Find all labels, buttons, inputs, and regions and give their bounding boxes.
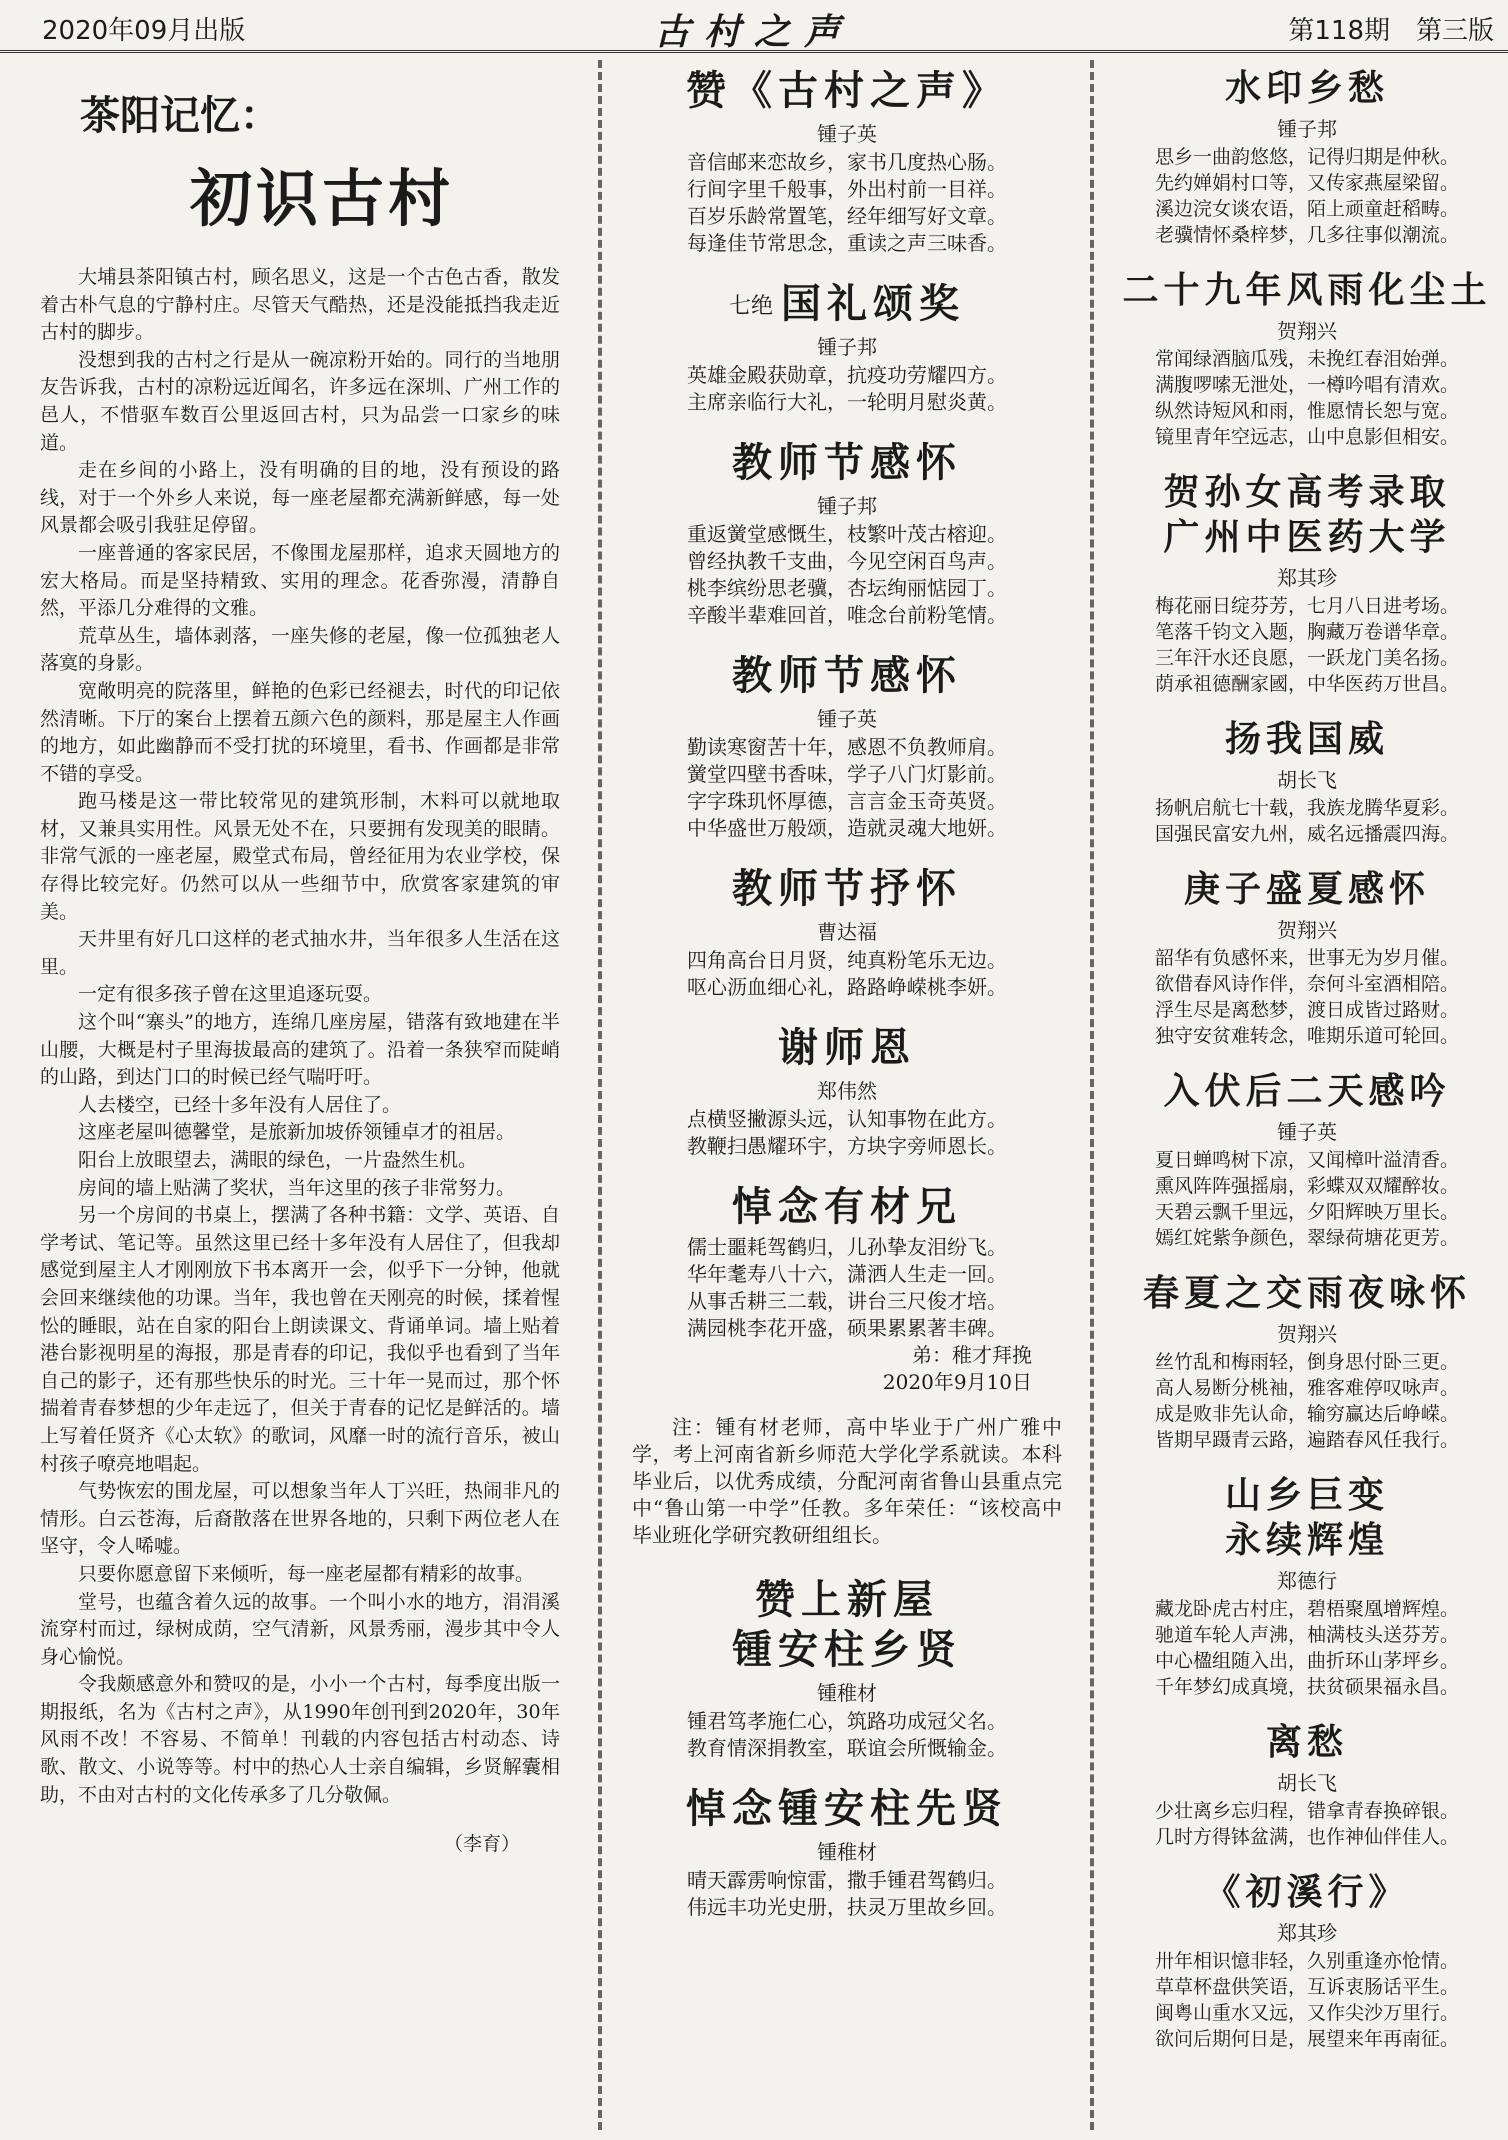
poem-line: 从事舌耕三二载，讲台三尺俊才培。 [687,1289,1007,1313]
article-paragraph: 没想到我的古村之行是从一碗凉粉开始的。同行的当地朋友告诉我，古村的凉粉远近闻名，许多远在深圳、广州工作的邑人，不惜驱车数百公里返回古村，只为品尝一口家乡的味道。 [40,348,560,454]
poem [1122,1870,1492,2052]
article-paragraph: 一座普通的客家民居，不像围龙屋那样，追求天圆地方的宏大格局。而是坚持精致、实用的理念。花香弥漫，清静自然，平添几分难得的文雅。 [40,541,560,620]
poem-line: 勤读寒窗苦十年，感恩不负教师肩。 [687,735,1007,759]
poem-line: 纵然诗短风和雨，惟愿情长恕与宽。 [1154,400,1459,422]
poem-line: 笔落千钧文入题，胸藏万卷谱华章。 [1154,621,1459,643]
poem-line: 思乡一曲韵悠悠，记得归期是仲秋。 [1154,146,1459,168]
poem-author: 锺子英 [817,707,877,731]
poem-title-text: 教师节抒怀 [732,865,962,912]
poem-line: 老骥情怀桑梓梦，几多往事似潮流。 [1154,224,1459,246]
poem-line: 少壮离乡忘归程，错拿青春换碎银。 [1154,1800,1459,1822]
poem-title-text: 庚子盛夏感怀 [1183,868,1430,910]
article-paragraph: 这座老屋叫德馨堂，是旅新加坡侨领锺卓才的祖居。 [78,1121,516,1144]
poem-author: 郑德行 [1277,1569,1337,1593]
poem-title-text: 水印乡愁 [1224,67,1389,109]
poem-line: 皆期早蹑青云路，遍踏春风任我行。 [1154,1429,1459,1451]
poem-title [632,1182,1062,1232]
poem-title-line: 永续辉煌 [1224,1519,1389,1561]
poem-column-middle [632,66,1062,1943]
article-paragraph: 令我颇感意外和赞叹的是，小小一个古村，每季度出版一期报纸，名为《古村之声》，从1990年创刊到2020年，30年风雨不改！不容易、不简单！刊载的内容包括古村动态、诗歌、散文、小说等等。村中的热心人士亲自编辑，乡贤解囊相助，不由对古村的文化传承多了几分敬佩。 [40,1673,560,1806]
poem-line: 行间字里千般事，外出村前一目祥。 [687,177,1007,201]
article-paragraph: 荒草丛生，墙体剥落，一座失修的老屋，像一位孤独老人落寞的身影。 [40,624,560,675]
poem-author: 锺子邦 [817,335,877,359]
poem-line: 先约婵娟村口等，又传家燕屋梁留。 [1154,172,1459,194]
poem-title-text: 谢师恩 [778,1024,916,1071]
article-kicker: 茶阳记忆： [80,93,280,139]
poem-title-text: 二十九年风雨化尘土 [1122,269,1492,311]
poem [632,438,1062,629]
article-author: （李育） [443,1833,520,1856]
poem [632,864,1062,1001]
poem-line: 教鞭扫愚耀环宇，方块字旁师恩长。 [687,1134,1007,1158]
article-column [40,66,560,1856]
poem-line: 成是败非先认命，输穷赢达后峥嵘。 [1154,1403,1459,1425]
poem-line: 伟远丰功光史册，扶灵万里故乡回。 [687,1895,1007,1919]
poem-author: 锺子英 [817,122,877,146]
poem-title [1122,1720,1492,1765]
poem-line: 儒士噩耗驾鹤归，儿孙挚友泪纷飞。 [687,1235,1007,1259]
poem-author: 锺子英 [1277,1120,1337,1144]
poem-title [1122,470,1492,560]
article-paragraph: 堂号，也蕴含着久远的故事。一个叫小水的地方，涓涓溪流穿村而过，绿树成荫，空气清新，风景秀丽，漫步其中令人身心愉悦。 [40,1590,560,1668]
poem-line: 四角高台日月贤，纯真粉笔乐无边。 [687,948,1007,972]
poem-signature: 2020年9月10日 [882,1370,1032,1394]
poem-title-text: 赞《古村之声》 [686,67,1008,114]
poem [632,279,1062,416]
poem-line: 中华盛世万般颂，造就灵魂大地妍。 [687,816,1007,840]
poem-title [1122,1473,1492,1563]
poem-title-text: 教师节感怀 [732,652,962,699]
poem-line: 丝竹乱和梅雨轻，倒身思付卧三更。 [1154,1351,1459,1373]
poem-line: 晴天霹雳响惊雷，撒手锺君驾鹤归。 [687,1868,1007,1892]
column-divider [1090,60,1094,2130]
poem-title [632,1575,1062,1675]
poem-author: 胡长飞 [1277,768,1337,792]
poem-title-text: 扬我国威 [1224,718,1389,760]
poem-line: 国强民富安九州，威名远播震四海。 [1154,823,1459,845]
article-title: 初识古村 [190,162,455,235]
poem-author: 贺翔兴 [1277,319,1337,343]
poem [1122,1271,1492,1453]
poem-title [1122,66,1492,111]
poem-author: 曹达福 [817,920,877,944]
poem-title [1122,717,1492,762]
poem-line: 溪边浣女谈农语，陌上顽童赶稻畴。 [1154,198,1459,220]
poem [632,1023,1062,1160]
poem-line: 夏日蝉鸣树下凉，又闻樟叶溢清香。 [1154,1149,1459,1171]
poem-author: 贺翔兴 [1277,918,1337,942]
poem-signature: 弟：稚才拜挽 [912,1343,1032,1367]
poem-title [632,1784,1062,1834]
poem-title-text: 《初溪行》 [1204,1871,1410,1913]
poem-line: 常闻绿酒脑瓜残，未挽红春泪始弹。 [1154,348,1459,370]
poem-author: 锺稚材 [817,1840,877,1864]
poem-line: 教育情深捐教室，联谊会所慨输金。 [687,1736,1007,1760]
poem-line: 满腹啰嗦无泄处，一樽吟唱有清欢。 [1154,374,1459,396]
poem-line: 满园桃李花开盛，硕果累累著丰碑。 [687,1316,1007,1340]
poem-title-text: 悼念有材兄 [732,1183,962,1230]
article-paragraph: 跑马楼是这一带比较常见的建筑形制，木料可以就地取材，又兼具实用性。风景无处不在，只要拥有发现美的眼睛。非常气派的一座老屋，殿堂式布局，曾经征用为农业学校，保存得比较完好。仍然可以从一些细节中，欣赏客家建筑的审美。 [40,790,560,923]
poem [1122,717,1492,847]
poem-author: 锺稚材 [817,1681,877,1705]
poem-author: 锺子邦 [817,494,877,518]
poem-line: 每逢佳节常思念，重读之声三味香。 [687,231,1007,255]
poem [632,1575,1062,1762]
poem-title-text: 离愁 [1265,1721,1348,1763]
article-body [40,264,560,1809]
poem [1122,470,1492,697]
article-paragraph: 只要你愿意留下来倾听，每一座老屋都有精彩的故事。 [78,1562,535,1585]
poem [1122,268,1492,450]
poem-title [1122,867,1492,912]
poem [1122,867,1492,1049]
article-paragraph: 人去楼空，已经十多年没有人居住了。 [78,1093,402,1116]
poem-title [1122,1271,1492,1316]
poem-line: 桃李缤纷思老骥，杏坛绚丽惦园丁。 [687,576,1007,600]
poem-line: 欲问后期何日是，展望来年再南征。 [1154,2028,1459,2050]
article-paragraph: 另一个房间的书桌上，摆满了各种书籍：文学、英语、自学考试、笔记等。虽然这里已经十多年没有人居住了，但我却感觉到屋主人才刚刚放下书本离开一会，似乎下一分钟，他就会回来继续他的功课。当年，我也曾在天刚亮的时候，揉着惺忪的睡眼，站在自家的阳台上朗读课文、背诵单词。墙上贴着港台影视明星的海报，那是青春的印记，我似乎也看到了当年自己的影子，还有那些快乐的时光。三十年一晃而过，那个怀揣着青春梦想的少年走远了，但关于青春的记忆是鲜活的。墙上写着任贤齐《心太软》的歌词，风靡一时的流行音乐，被山村孩子嘹亮地唱起。 [40,1204,560,1475]
article-paragraph: 这个叫“寨头”的地方，连绵几座房屋，错落有致地建在半山腰，大概是村子里海拔最高的建筑了。沿着一条狭窄而陡峭的山路，到达门口的时候已经气喘吁吁。 [40,1011,560,1089]
poem-title [632,279,1062,329]
poem-title [632,864,1062,914]
poem-line: 独守安贫难转念，唯期乐道可轮回。 [1154,1025,1459,1047]
poem-author: 郑其珍 [1277,1921,1337,1945]
article-paragraph: 天井里有好几口这样的老式抽水井，当年很多人生活在这里。 [40,928,560,978]
page-header [0,0,1508,53]
poem-line: 锺君笃孝施仁心，筑路功成冠父名。 [687,1709,1007,1733]
poem-line: 浮生尽是离愁梦，渡日成皆过路财。 [1154,999,1459,1021]
poem-line: 嫣红姹紫争颜色，翠绿荷塘花更芳。 [1154,1227,1459,1249]
poem-title [632,438,1062,488]
poem [1122,66,1492,248]
poem-line: 三年汗水还良愿，一跃龙门美名扬。 [1154,647,1459,669]
poem-title-line: 广州中医药大学 [1163,516,1451,558]
poem-line: 字字珠玑怀厚德，言言金玉奇英贤。 [687,789,1007,813]
poem-title-text: 国礼颂奖 [781,280,965,327]
article-paragraph: 一定有很多孩子曾在这里追逐玩耍。 [78,983,383,1006]
poem-title-text: 悼念锺安柱先贤 [686,1785,1008,1832]
poem-title-line: 赞上新屋 [755,1576,939,1623]
poem-line: 草草杯盘供笑语，互诉衷肠话平生。 [1154,1976,1459,1998]
poem-line: 曾经执教千支曲，今见空闲百鸟声。 [687,549,1007,573]
poem-author: 郑伟然 [817,1079,877,1103]
issue-page: 第118期 第三版 [1288,16,1494,46]
poem-line: 镜里青年空远志，山中息影但相安。 [1154,426,1459,448]
poem-title-text: 春夏之交雨夜咏怀 [1142,1272,1471,1314]
poem-line: 重返黉堂感慨生，枝繁叶茂古榕迎。 [687,522,1007,546]
poem-line: 熏风阵阵强摇扇，彩蝶双双耀醉妆。 [1154,1175,1459,1197]
poem-line: 驰道车轮人声沸，柚满枝头送芬芳。 [1154,1624,1459,1646]
publish-date: 2020年09月出版 [42,16,246,46]
poem-line: 卅年相识憶非轻，久别重逢亦怆情。 [1154,1950,1459,1972]
poem-line: 千年梦幻成真境，扶贫硕果福永昌。 [1154,1676,1459,1698]
poem [632,651,1062,842]
poem-author: 郑其珍 [1277,566,1337,590]
poem-note: 注：锺有材老师，高中毕业于广州广雅中学，考上河南省新乡师范大学化学系就读。本科毕业后，以优秀成绩，分配河南省鲁山县重点完中“鲁山第一中学”任教。多年荣任：“该校高中毕业班化学研究教研组组长。 [632,1415,1062,1547]
poem [1122,1720,1492,1850]
poem-line: 音信邮来恋故乡，家书几度热心肠。 [687,150,1007,174]
poem [632,66,1062,257]
poem-line: 荫承祖德酬家國，中华医药万世昌。 [1154,673,1459,695]
poem-line: 英雄金殿获勋章，抗疫功劳耀四方。 [687,363,1007,387]
poem-line: 中心楹组随入出，曲折环山茅坪乡。 [1154,1650,1459,1672]
poem-line: 黉堂四壁书香味，学子八门灯影前。 [687,762,1007,786]
masthead: 古村之声 [653,11,854,53]
poem [1122,1473,1492,1700]
poem [1122,1069,1492,1251]
poem-title-text: 入伏后二天感吟 [1163,1070,1451,1112]
poem-line: 韶华有负感怀来，世事无为岁月催。 [1154,947,1459,969]
article-paragraph: 气势恢宏的围龙屋，可以想象当年人丁兴旺，热闹非凡的情形。白云苍海，后裔散落在世界各地的，只剩下两位老人在坚守，令人唏嘘。 [40,1480,560,1558]
poem-line: 藏龙卧虎古村庄，碧梧聚凰增辉煌。 [1154,1598,1459,1620]
poem-author: 贺翔兴 [1277,1322,1337,1346]
poem-line: 欲借春风诗作伴，奈何斗室酒相陪。 [1154,973,1459,995]
poem-line: 辛酸半辈难回首，唯念台前粉笔情。 [687,603,1007,627]
poem-title [632,651,1062,701]
article-paragraph: 宽敞明亮的院落里，鲜艳的色彩已经褪去，时代的印记依然清晰。下厅的案台上摆着五颜六色的颜料，那是屋主人作画的地方，如此幽静而不受打扰的环境里，看书、作画都是非常不错的享受。 [40,679,560,785]
poem-line: 扬帆启航七十载，我族龙腾华夏彩。 [1154,797,1459,819]
poem-line: 闽粤山重水又远，又作尖沙万里行。 [1154,2002,1459,2024]
poem-line: 天碧云飘千里远，夕阳辉映万里长。 [1154,1201,1459,1223]
article-paragraph: 走在乡间的小路上，没有明确的目的地，没有预设的路线，对于一个外乡人来说，每一座老屋都充满新鲜感，每一处风景都会吸引我驻足停留。 [40,459,560,537]
article-paragraph: 房间的墙上贴满了奖状，当年这里的孩子非常努力。 [78,1176,516,1199]
poem-column-right [1122,66,1492,2072]
poem-title [1122,1870,1492,1915]
poem-title [632,1023,1062,1073]
poem-title [1122,1069,1492,1114]
column-divider [598,60,602,2130]
poem-line: 呕心沥血细心礼，路路峥嵘桃李妍。 [687,975,1007,999]
poem-line: 几时方得钵盆满，也作神仙伴佳人。 [1154,1826,1459,1848]
poem-title [1122,268,1492,313]
poem-line: 梅花丽日绽芬芳，七月八日进考场。 [1154,595,1459,617]
poem-line: 华年耄寿八十六，潇洒人生走一回。 [687,1262,1007,1286]
poem [632,1784,1062,1921]
poem-title-text: 教师节感怀 [732,439,962,486]
poem-title-line: 山乡巨变 [1224,1474,1389,1516]
poem-author: 胡长飞 [1277,1771,1337,1795]
poem-line: 百岁乐龄常置笔，经年细写好文章。 [687,204,1007,228]
poem-form-label: 七绝 [728,294,773,320]
poem-line: 高人易断分桃袖，雅客难停叹咏声。 [1154,1377,1459,1399]
article-paragraph: 大埔县茶阳镇古村，顾名思义，这是一个古色古香，散发着古朴气息的宁静村庄。尽管天气酷热，还是没能抵挡我走近古村的脚步。 [40,266,560,344]
article-paragraph: 阳台上放眼望去，满眼的绿色，一片盎然生机。 [78,1149,478,1171]
poem-line: 点横竖撇源头远，认知事物在此方。 [687,1107,1007,1131]
poem-title [632,66,1062,116]
poem-title-line: 贺孙女高考录取 [1163,471,1451,513]
poem [632,1182,1062,1549]
poem-line: 主席亲临行大礼，一轮明月慰炎黄。 [687,390,1007,414]
poem-title-line: 锺安柱乡贤 [732,1626,962,1673]
poem-author: 锺子邦 [1277,117,1337,141]
